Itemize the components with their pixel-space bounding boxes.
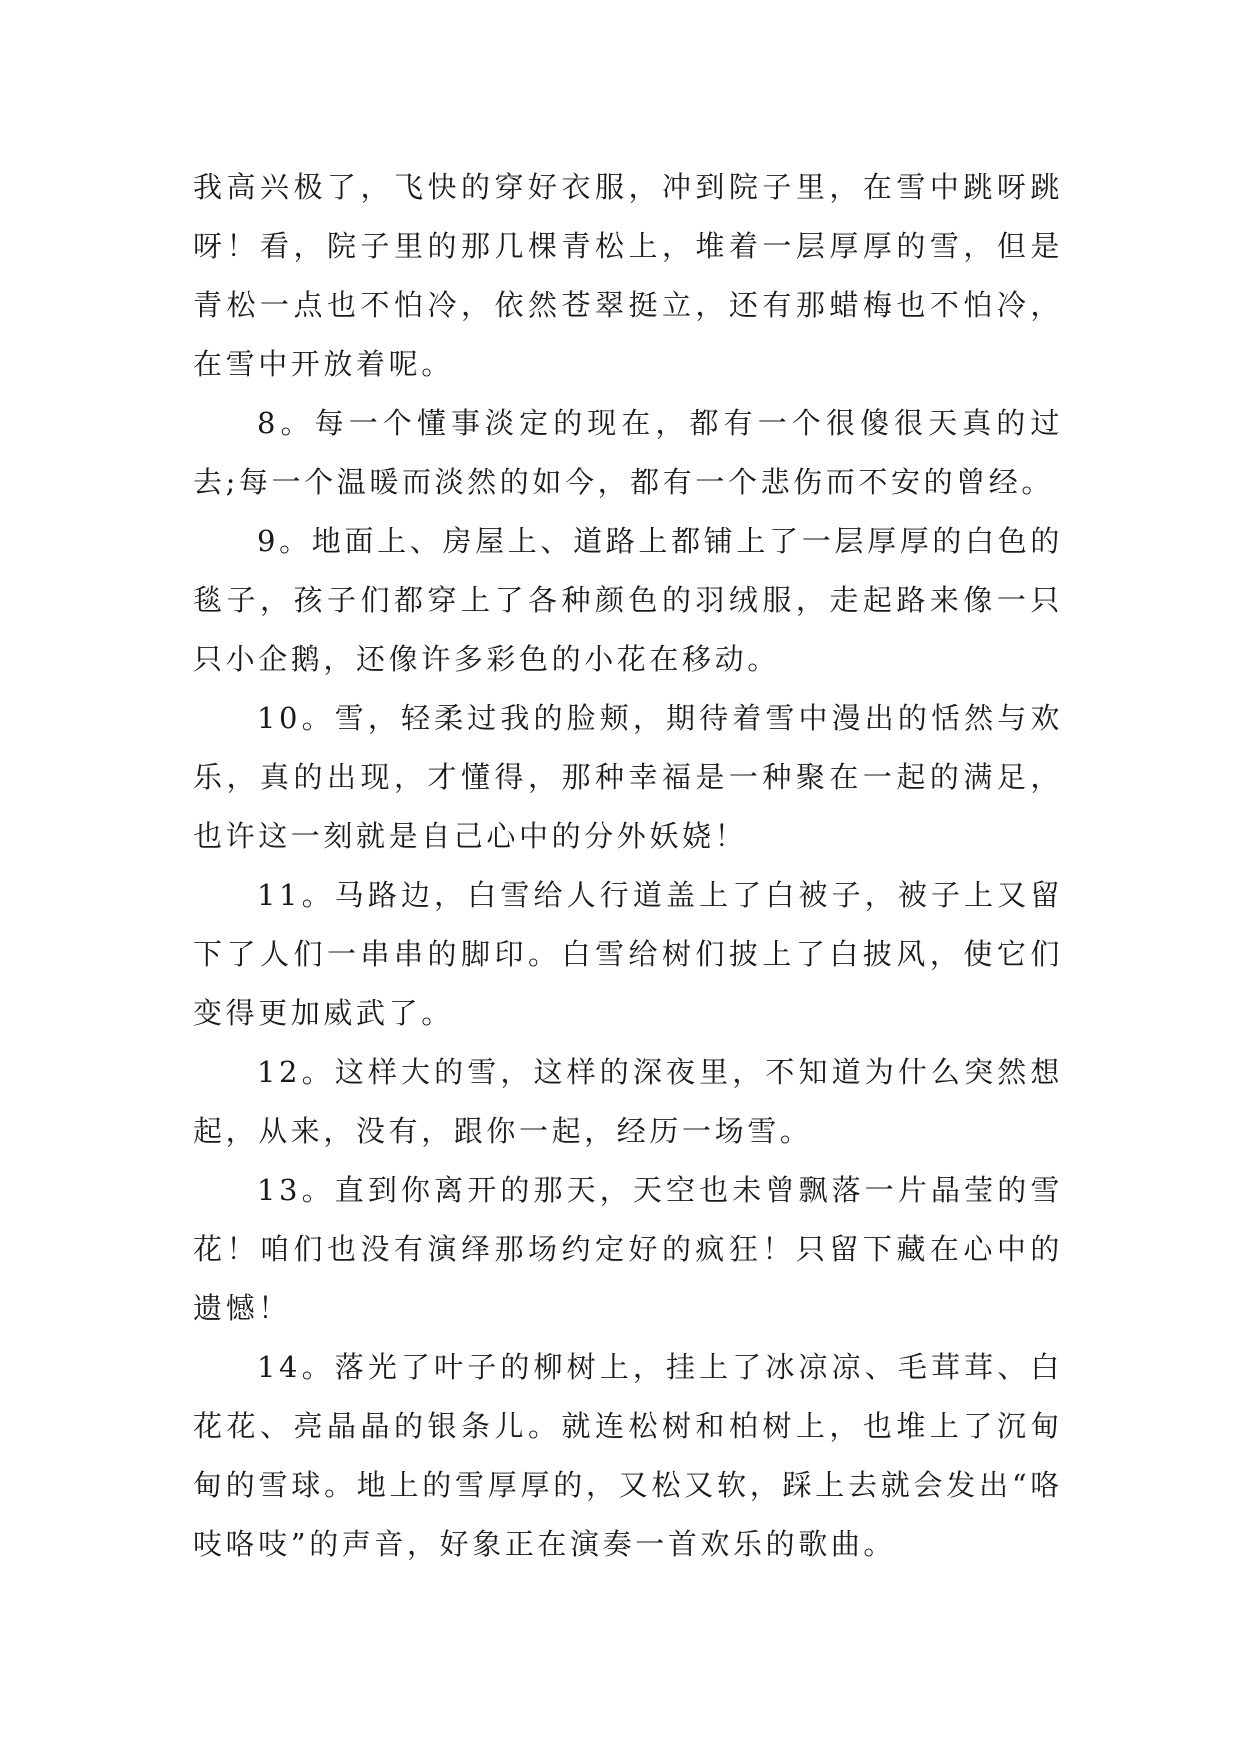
paragraph-item-9: 9。地面上、房屋上、道路上都铺上了一层厚厚的白色的毯子，孩子们都穿上了各种颜色的羽绒服，走起路来像一只只小企鹅，还像许多彩色的小花在移动。	[193, 524, 1063, 676]
document-page	[193, 158, 1063, 1574]
paragraph-continuation: 我高兴极了，飞快的穿好衣服，冲到院子里，在雪中跳呀跳呀！看，院子里的那几棵青松上，堆着一层厚厚的雪，但是青松一点也不怕冷，依然苍翠挺立，还有那蜡梅也不怕冷，在雪中开放着呢。	[193, 170, 1063, 381]
paragraph-item-14: 14。落光了叶子的柳树上，挂上了冰凉凉、毛茸茸、白花花、亮晶晶的银条儿。就连松树和柏树上，也堆上了沉甸甸的雪球。地上的雪厚厚的，又松又软，踩上去就会发出“咯吱咯吱”的声音，好象正在演奏一首欢乐的歌曲。	[193, 1350, 1063, 1561]
paragraph-item-10: 10。雪，轻柔过我的脸颊，期待着雪中漫出的恬然与欢乐，真的出现，才懂得，那种幸福是一种聚在一起的满足，也许这一刻就是自己心中的分外妖娆！	[193, 701, 1063, 853]
paragraph-item-8: 8。每一个懂事淡定的现在，都有一个很傻很天真的过去;每一个温暖而淡然的如今，都有一个悲伤而不安的曾经。	[193, 406, 1063, 499]
paragraph-item-12: 12。这样大的雪，这样的深夜里，不知道为什么突然想起，从来，没有，跟你一起，经历一场雪。	[193, 1055, 1063, 1148]
paragraph-item-11: 11。马路边，白雪给人行道盖上了白被子，被子上又留下了人们一串串的脚印。白雪给树们披上了白披风，使它们变得更加威武了。	[193, 878, 1063, 1030]
paragraph-item-13: 13。直到你离开的那天，天空也未曾飘落一片晶莹的雪花！咱们也没有演绎那场约定好的疯狂！只留下藏在心中的遗憾！	[193, 1173, 1063, 1325]
